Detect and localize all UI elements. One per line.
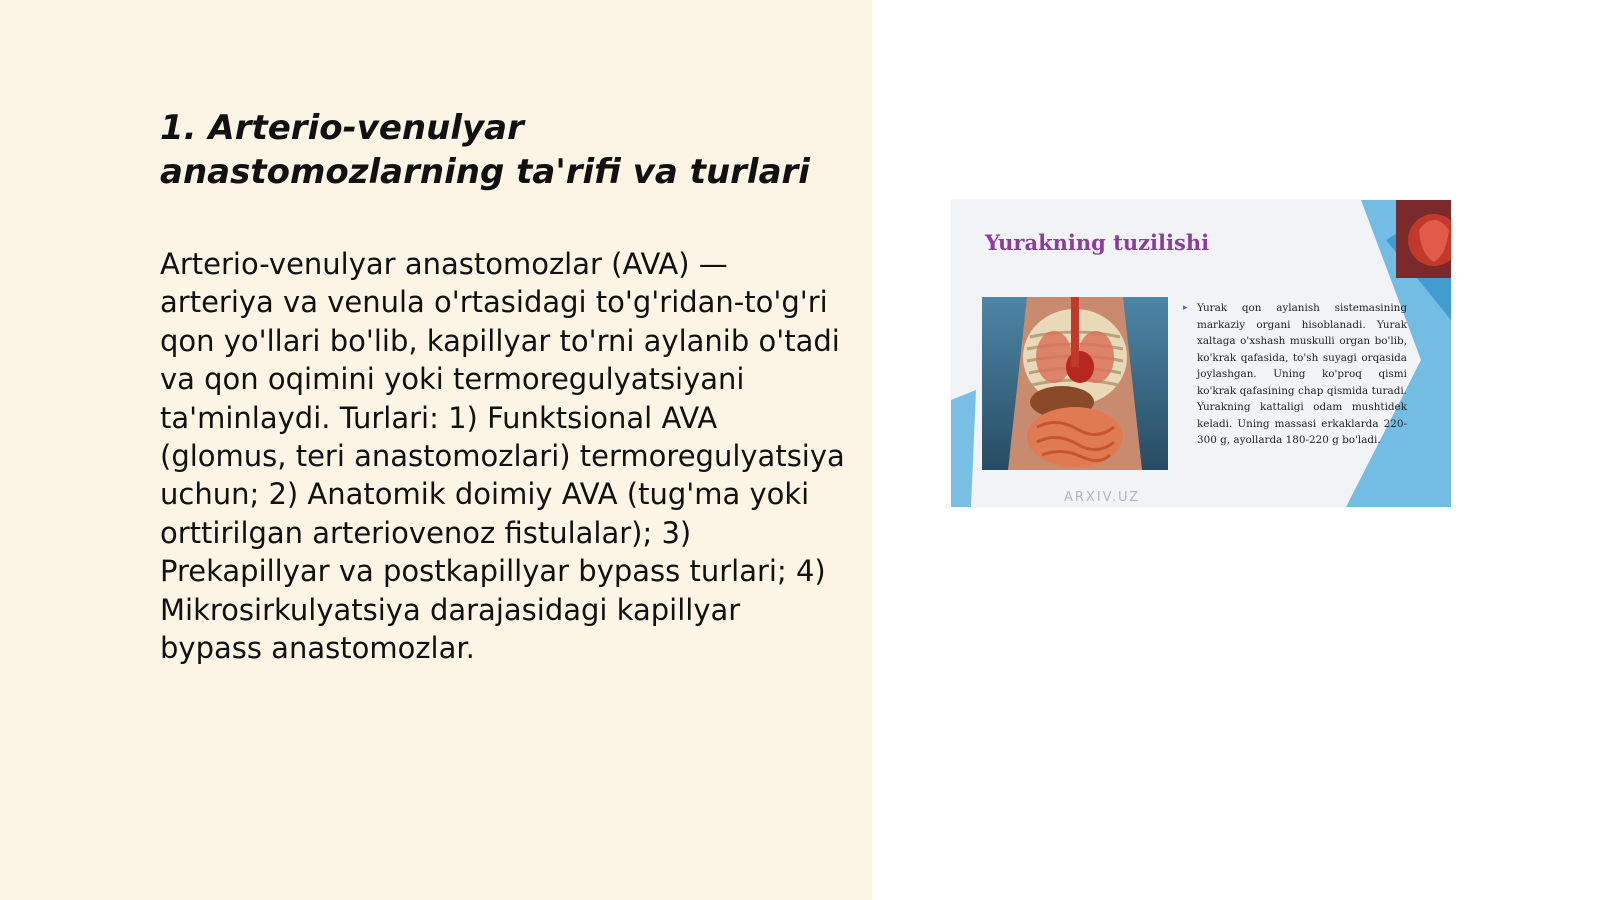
slide-body-text: Arterio-venulyar anastomozlar (AVA) — arteriya va venula o'rtasidagi to'g'ridan-to'g'ri qon yo'llari bo'lib, kapillyar to'rni aylanib o'tadi va qon oqimini yoki termoregulyatsiyani ta'minlaydi. Turlari: 1) Funktsional AVA (glomus, teri anastomozlari) termoregulyatsiya uchun; 2) Anatomik doimiy AVA (tug'ma yoki orttirilgan arteriovenoz fistulalar); 3) Prekapillyar va postkapillyar bypass turlari; 4) Mikrosirkulyatsiya darajasidagi kapillyar bypass anastomozlar. [160,247,845,666]
thumbnail-title: Yurakning tuzilishi [985,230,1210,255]
embedded-slide-image [951,200,1451,507]
thumbnail-text: Yurak qon aylanish sistemasining markaziy organi hisoblanadi. Yurak xaltaga o'xshash muskulli organ bo'lib, ko'krak qafasida, to'sh suyagi orqasida joylashgan. Uning ko'proq qismi ko'krak qafasining chap qismida turadi. Yurakning kattaligi odam mushtidek keladi. Uning massasi erkaklarda 220-300 g, ayollarda 180-220 g bo'ladi. [1197,302,1407,446]
slide-title: 1. Arterio-venulyar anastomozlarning ta'rifi va turlari [160,108,810,192]
watermark: ARXIV.UZ [1064,490,1141,505]
triangle-bullet-icon: ▸ [1183,303,1188,313]
anatomy-torso-image [982,297,1168,470]
